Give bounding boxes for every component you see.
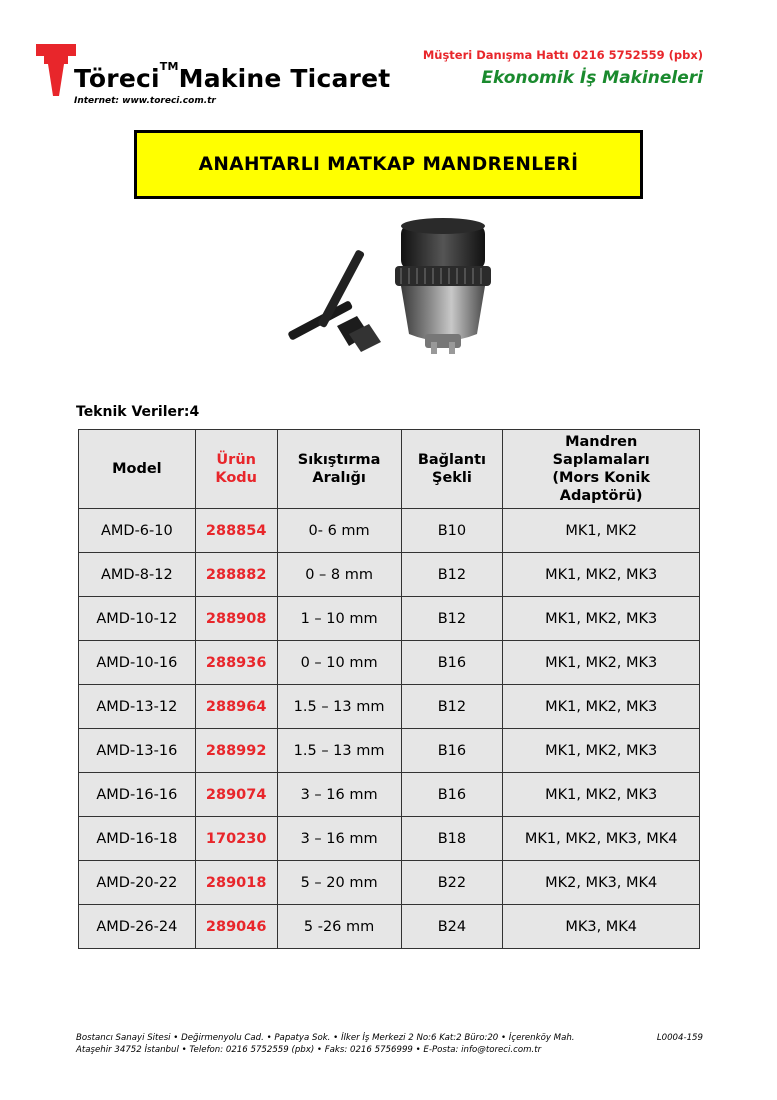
cell-product-code: 289046: [195, 905, 277, 949]
cell-arbor: MK1, MK2, MK3, MK4: [503, 817, 700, 861]
cell-clamping-range: 1.5 – 13 mm: [277, 685, 401, 729]
cell-connection-type: B18: [401, 817, 503, 861]
chuck-key-icon: [287, 249, 381, 352]
cell-arbor: MK1, MK2, MK3: [503, 641, 700, 685]
cell-connection-type: B24: [401, 905, 503, 949]
chuck-body-icon: [395, 218, 491, 354]
cell-model: AMD-13-16: [79, 729, 196, 773]
page-title: ANAHTARLI MATKAP MANDRENLERİ: [198, 154, 579, 175]
cell-connection-type: B10: [401, 509, 503, 553]
table-row: [79, 597, 700, 641]
spec-table: [78, 429, 700, 949]
cell-model: AMD-26-24: [79, 905, 196, 949]
table-row: [79, 509, 700, 553]
cell-product-code: 288908: [195, 597, 277, 641]
cell-connection-type: B12: [401, 553, 503, 597]
footer: [76, 1032, 706, 1056]
cell-model: AMD-13-12: [79, 685, 196, 729]
customer-hotline: Müşteri Danışma Hattı 0216 5752559 (pbx): [422, 48, 703, 62]
footer-address-line-1: Bostancı Sanayi Sitesi • Değirmenyolu Cad. • Papatya Sok. • İlker İş Merkezi 2 No:6 Kat:2 Büro:20 • İçerenköy Mah.: [76, 1033, 575, 1043]
cell-product-code: 288964: [195, 685, 277, 729]
cell-connection-type: B22: [401, 861, 503, 905]
cell-arbor: MK1, MK2, MK3: [503, 729, 700, 773]
cell-connection-type: B16: [401, 641, 503, 685]
cell-product-code: 288882: [195, 553, 277, 597]
cell-product-code: 289074: [195, 773, 277, 817]
cell-model: AMD-20-22: [79, 861, 196, 905]
cell-arbor: MK1, MK2, MK3: [503, 685, 700, 729]
brand-name: Töreci™Makine Ticaret: [74, 60, 391, 93]
cell-arbor: MK1, MK2, MK3: [503, 773, 700, 817]
cell-model: AMD-16-18: [79, 817, 196, 861]
cell-arbor: MK1, MK2, MK3: [503, 597, 700, 641]
cell-clamping-range: 5 -26 mm: [277, 905, 401, 949]
section-label: Teknik Veriler:4: [76, 404, 200, 420]
cell-model: AMD-8-12: [79, 553, 196, 597]
cell-product-code: 288854: [195, 509, 277, 553]
cell-clamping-range: 5 – 20 mm: [277, 861, 401, 905]
cell-arbor: MK1, MK2, MK3: [503, 553, 700, 597]
header-connection-type: Bağlantı Şekli: [401, 430, 503, 509]
cell-product-code: 288992: [195, 729, 277, 773]
cell-arbor: MK3, MK4: [503, 905, 700, 949]
cell-connection-type: B12: [401, 597, 503, 641]
cell-clamping-range: 0 – 8 mm: [277, 553, 401, 597]
cell-clamping-range: 0- 6 mm: [277, 509, 401, 553]
slogan: Ekonomik İş Makineleri: [481, 68, 703, 88]
cell-model: AMD-10-16: [79, 641, 196, 685]
footer-address-line-2: Ataşehir 34752 İstanbul • Telefon: 0216 5752559 (pbx) • Faks: 0216 5756999 • E-Posta: info@toreci.com.tr: [76, 1045, 542, 1055]
table-row: [79, 861, 700, 905]
table-header-row: [79, 430, 700, 509]
page-title-box: [134, 130, 643, 199]
table-row: [79, 553, 700, 597]
cell-clamping-range: 1.5 – 13 mm: [277, 729, 401, 773]
internet-address: Internet: www.toreci.com.tr: [74, 96, 216, 106]
cell-product-code: 288936: [195, 641, 277, 685]
header-model: Model: [79, 430, 196, 509]
document-reference: L0004-159: [656, 1033, 703, 1043]
table-row: [79, 817, 700, 861]
cell-connection-type: B16: [401, 729, 503, 773]
cell-product-code: 170230: [195, 817, 277, 861]
table-row: [79, 773, 700, 817]
cell-model: AMD-16-16: [79, 773, 196, 817]
table-row: [79, 685, 700, 729]
cell-clamping-range: 3 – 16 mm: [277, 817, 401, 861]
cell-clamping-range: 3 – 16 mm: [277, 773, 401, 817]
header-arbor: Mandren Saplamaları (Mors Konik Adaptörü): [503, 430, 700, 509]
drill-chuck-image: [277, 216, 502, 366]
toreci-logo-icon: [36, 44, 76, 96]
header-product-code: Ürün Kodu: [195, 430, 277, 509]
cell-product-code: 289018: [195, 861, 277, 905]
table-row: [79, 729, 700, 773]
cell-connection-type: B12: [401, 685, 503, 729]
cell-model: AMD-6-10: [79, 509, 196, 553]
cell-connection-type: B16: [401, 773, 503, 817]
table-row: [79, 641, 700, 685]
table-row: [79, 905, 700, 949]
cell-clamping-range: 1 – 10 mm: [277, 597, 401, 641]
cell-model: AMD-10-12: [79, 597, 196, 641]
header-clamping-range: Sıkıştırma Aralığı: [277, 430, 401, 509]
cell-arbor: MK1, MK2: [503, 509, 700, 553]
cell-arbor: MK2, MK3, MK4: [503, 861, 700, 905]
cell-clamping-range: 0 – 10 mm: [277, 641, 401, 685]
